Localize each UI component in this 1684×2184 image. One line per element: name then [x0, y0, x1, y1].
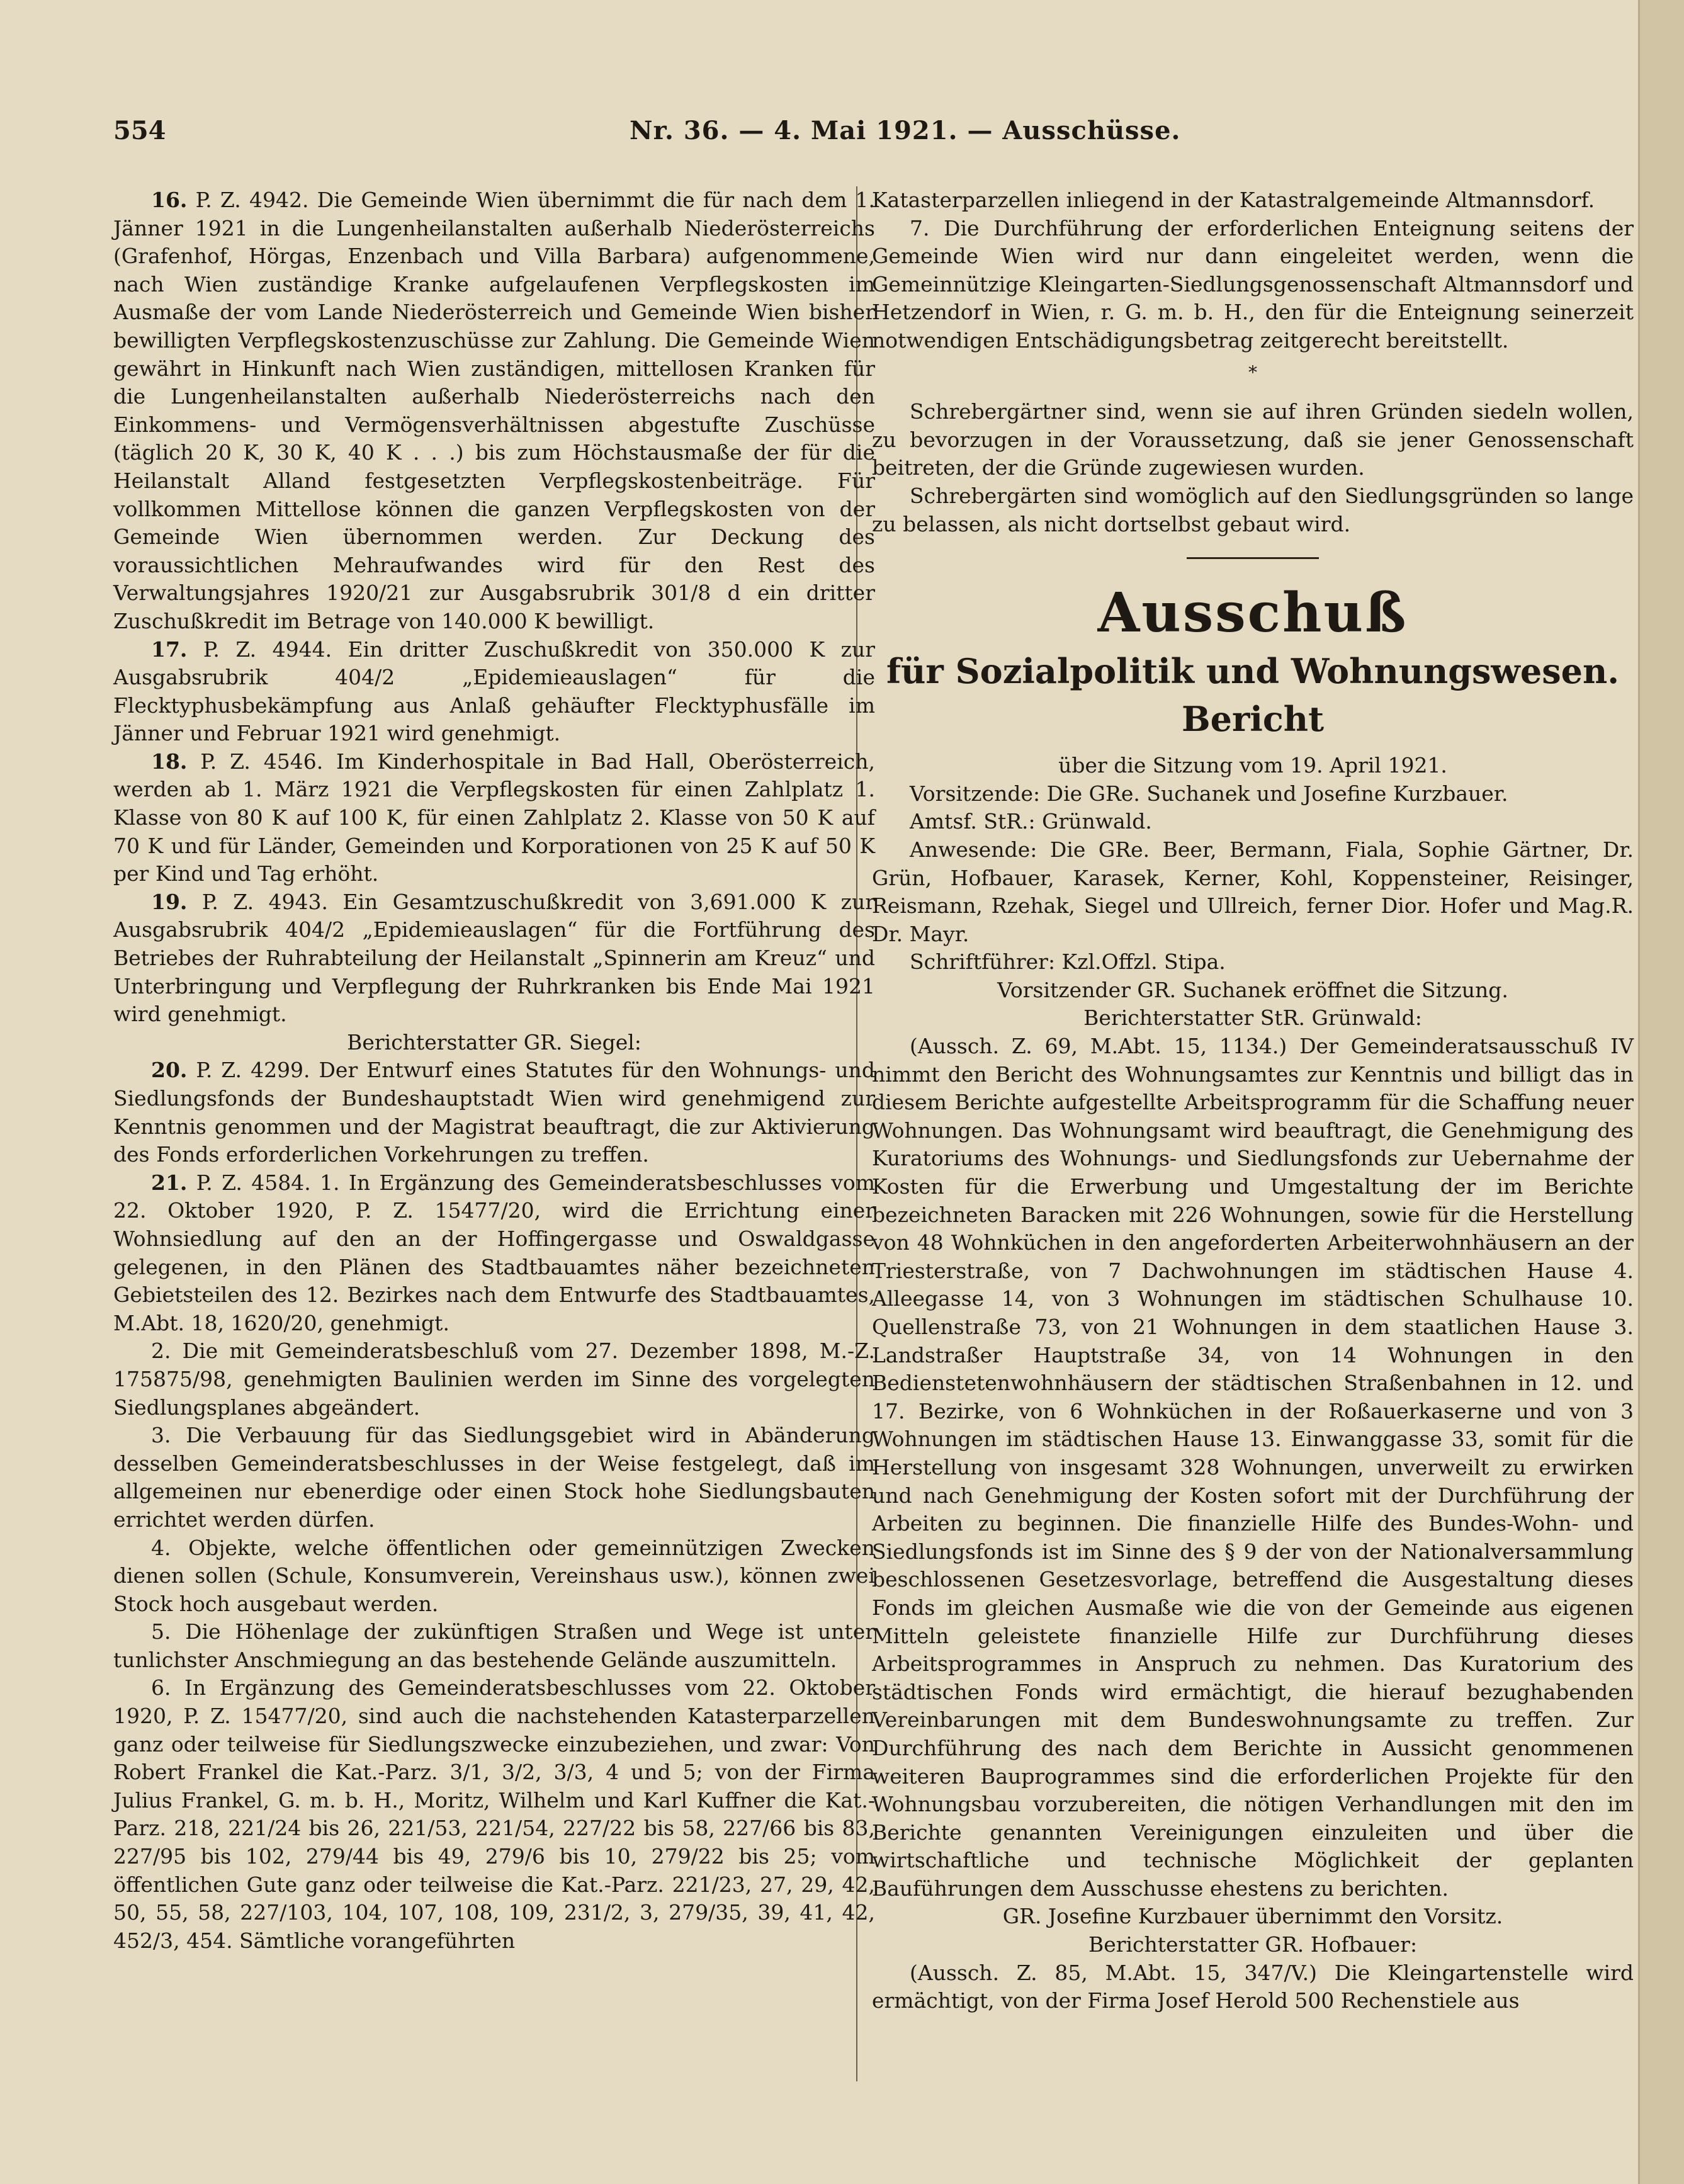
- item-number: 17.: [151, 637, 188, 662]
- report-1-paragraph: (Aussch. Z. 69, M.Abt. 15, 1134.) Der Gemeinderatsausschuß IV nimmt den Bericht des Wohnungsamtes zur Kenntnis und billigt das in diesem Berichte aufgestellte Arbeitsprogramm für die Schaffung neuer Wohnungen. Das Wohnungsamt wird beauftragt, die Genehmigung des Kuratoriums des Wohnungs- und Siedlungsfonds zur Uebernahme der Kosten für die Erwerbung und Umgestaltung der im Berichte bezeichneten Baracken mit 226 Wohnungen, sowie für die Herstellung von 48 Wohnküchen in den angeforderten Arbeiterwohnhäusern an der Triesterstraße, von 7 Dachwohnungen im städtischen Hause 4. Alleegasse 14, von 3 Wohnungen im städtischen Schulhause 10. Quellenstraße 73, von 21 Wohnungen in dem staatlichen Hause 3. Landstraßer Hauptstraße 34, von 14 Wohnungen in den Bedienstetenwohnhäusern der städtischen Straßenbahnen in 12. und 17. Bezirke, von 6 Wohnküchen in der Roßauerkaserne und von 3 Wohnungen im städtischen Hause 13. Einwanggasse 33, somit für die Herstellung von insgesamt 328 Wohnungen, unverweilt zu erwirken und nach Genehmigung der Kosten sofort mit der Durchführung der Arbeiten zu beginnen. Die finanzielle Hilfe des Bundes-Wohn- und Siedlungsfonds ist im Sinne des § 9 der von der Nationalversammlung beschlossenen Gesetzesvorlage, betreffend die Ausgestaltung dieses Fonds im gleichen Ausmaße wie die von der Gemeinde aus eigenen Mitteln geleistete finanzielle Hilfe zur Durchführung dieses Arbeitsprogrammes in Anspruch zu nehmen. Das Kuratorium des städtischen Fonds wird ermächtigt, die hierauf bezughabenden Vereinbarungen mit dem Bundeswohnungsamte zu treffen. Zur Durchführung des nach dem Berichte in Aussicht genommenen weiteren Bauprogrammes sind die erforderlichen Projekte für den Wohnungsbau vorzubereiten, die nötigen Verhandlungen mit den im Berichte genannten Vereinigungen einzuleiten und über die wirtschaftliche und technische Möglichkeit der geplanten Bauführungen dem Ausschusse ehestens zu berichten.: [872, 1034, 1634, 1901]
- item-text: 3. Die Verbauung für das Siedlungsgebiet wird in Abänderung desselben Gemeinderatsbeschlusses in der Weise festgelegt, daß im allgemeinen nur ebenerdige oder einen Stock hohe Siedlungsbauten errichtet werden dürfen.: [113, 1423, 875, 1532]
- item-number: 19.: [151, 889, 188, 914]
- reporter-heading-2: Berichterstatter GR. Hofbauer:: [1088, 1932, 1418, 1957]
- left-column: [113, 186, 875, 1955]
- schreber-note-1: Schrebergärtner sind, wenn sie auf ihren Gründen siedeln wollen, zu bevorzugen in der Voraussetzung, daß sie jener Genossenschaft beitreten, der die Gründe zugewiesen wurden.: [872, 399, 1634, 480]
- session-date: über die Sitzung vom 19. April 1921.: [1058, 753, 1447, 778]
- item-number: 18.: [151, 749, 188, 774]
- reporter-heading: Berichterstatter GR. Siegel:: [347, 1029, 641, 1055]
- schreber-note-2: Schrebergärten sind womöglich auf den Siedlungsgründen so lange zu belassen, als nicht dortselbst gebaut wird.: [872, 483, 1634, 536]
- section-kind: Bericht: [1181, 699, 1325, 740]
- opening-line: Vorsitzender GR. Suchanek eröffnet die Sitzung.: [997, 977, 1508, 1002]
- agenda-item: [113, 1618, 875, 1674]
- chair-line: Vorsitzende: Die GRe. Suchanek und Josefine Kurzbauer.: [910, 781, 1508, 806]
- item-text: 4. Objekte, welche öffentlichen oder gemeinnützigen Zwecken dienen sollen (Schule, Konsumverein, Vereinshaus usw.), können zwei Stock hoch ausgebaut werden.: [113, 1535, 875, 1616]
- item-text: 6. In Ergänzung des Gemeinderatsbeschlusses vom 22. Oktober 1920, P. Z. 15477/20, sind auch die nachstehenden Katasterparzellen ganz oder teilweise für Siedlungszwecke einzubeziehen, und zwar: Von Robert Frankel die Kat.-Parz. 3/1, 3/2, 3/3, 4 und 5; von der Firma Julius Frankel, G. m. b. H., Moritz, Wilhelm und Karl Kuffner die Kat.-Parz. 218, 221/24 bis 26, 221/53, 221/54, 227/22 bis 58, 227/66 bis 83, 227/95 bis 102, 279/44 bis 49, 279/6 bis 10, 279/22 bis 25; vom öffentlichen Gute ganz oder teilweise die Kat.-Parz. 221/23, 27, 29, 42, 50, 55, 58, 227/103, 104, 107, 108, 109, 231/2, 3, 279/35, 39, 41, 42, 452/3, 454. Sämtliche vorangeführten: [113, 1675, 875, 1953]
- item-text: P. Z. 4299. Der Entwurf eines Statutes für den Wohnungs- und Siedlungsfonds der Bundeshauptstadt Wien wird genehmigend zur Kenntnis genommen und der Magistrat beauftragt, die zur Aktivierung des Fonds erforderlichen Vorkehrungen zu treffen.: [113, 1058, 875, 1167]
- item-number: 20.: [151, 1058, 188, 1083]
- report-2-paragraph: (Aussch. Z. 85, M.Abt. 15, 347/V.) Die Kleingartenstelle wird ermächtigt, von der Firma Josef Herold 500 Rechenstiele aus: [872, 1960, 1634, 2013]
- agenda-item: [113, 186, 875, 636]
- agenda-item: [113, 1534, 875, 1619]
- agenda-item: [113, 1422, 875, 1534]
- page-header: [113, 107, 1593, 151]
- secretary-line: Schriftführer: Kzl.Offzl. Stipa.: [910, 949, 1226, 975]
- agenda-item: [113, 1056, 875, 1168]
- item-7-paragraph: 7. Die Durchführung der erforderlichen Enteignung seitens der Gemeinde Wien wird nur dann eingeleitet werden, wenn die Gemeinnützige Kleingarten-Siedlungsgenossenschaft Altmannsdorf und Hetzendorf in Wien, r. G. m. b. H., den für die Enteignung seinerzeit notwendigen Entschädigungsbetrag zeitgerecht bereitstellt.: [872, 215, 1634, 353]
- right-column: [872, 186, 1634, 2015]
- item-text: P. Z. 4546. Im Kinderhospitale in Bad Hall, Oberösterreich, werden ab 1. März 1921 die Verpflegskosten für einen Zahlplatz 1. Klasse von 80 K auf 100 K, für einen Zahlplatz 2. Klasse von 50 K auf 70 K und für Länder, Gemeinden und Korporationen von 25 K auf 50 K per Kind und Tag erhöht.: [113, 749, 875, 886]
- agenda-item: [113, 636, 875, 748]
- agenda-item: [113, 748, 875, 888]
- agenda-item: [113, 1337, 875, 1422]
- official-line: Amtsf. StR.: Grünwald.: [910, 809, 1152, 834]
- page-number: 554: [113, 116, 166, 145]
- section-subtitle: für Sozialpolitik und Wohnungswesen.: [886, 651, 1620, 692]
- agenda-item: [113, 1169, 875, 1338]
- item-number: 21.: [151, 1170, 188, 1195]
- item-text: P. Z. 4584. 1. In Ergänzung des Gemeinderatsbeschlusses vom 22. Oktober 1920, P. Z. 15477/20, wird die Errichtung einer Wohnsiedlung auf den an der Hoffingergasse und Oswaldgasse gelegenen, in den Plänen des Stadtbauamtes näher bezeichneten Gebietsteilen des 12. Bezirkes nach dem Entwurfe des Stadtbauamtes, M.Abt. 18, 1620/20, genehmigt.: [113, 1170, 875, 1335]
- agenda-item: [113, 888, 875, 1029]
- attendees-line: Anwesende: Die GRe. Beer, Bermann, Fiala, Sophie Gärtner, Dr. Grün, Hofbauer, Karasek, Kerner, Kohl, Koppensteiner, Reisinger, Reismann, Rzehak, Siegel und Ullreich, ferner Dior. Hofer und Mag.R. Dr. Mayr.: [872, 837, 1634, 946]
- item-text: 5. Die Höhenlage der zukünftigen Straßen und Wege ist unter tunlichster Anschmiegung an das bestehende Gelände auszumitteln.: [113, 1619, 875, 1672]
- chair-change-line: GR. Josefine Kurzbauer übernimmt den Vorsitz.: [1002, 1904, 1503, 1929]
- running-title: Nr. 36. — 4. Mai 1921. — Ausschüsse.: [630, 116, 1181, 145]
- page-edge: [1638, 0, 1684, 2184]
- item-text: P. Z. 4943. Ein Gesamtzuschußkredit von 3,691.000 K zur Ausgabsrubrik 404/2 „Epidemieauslagen“ für die Fortführung des Betriebes der Ruhrabteilung der Heilanstalt „Spinnerin am Kreuz“ und Unterbringung und Verpflegung der Ruhrkranken bis Ende Mai 1921 wird genehmigt.: [113, 889, 875, 1027]
- reporter-heading-1: Berichterstatter StR. Grünwald:: [1083, 1005, 1422, 1031]
- section-rule: [1187, 557, 1319, 559]
- separator-asterisk: *: [1248, 361, 1257, 383]
- item-text: P. Z. 4944. Ein dritter Zuschußkredit von 350.000 K zur Ausgabsrubrik 404/2 „Epidemieauslagen“ für die Flecktyphusbekämpfung aus Anlaß gehäufter Flecktyphusfälle im Jänner und Februar 1921 wird genehmigt.: [113, 637, 875, 746]
- section-title: Ausschuß: [1097, 581, 1408, 645]
- item-text: P. Z. 4942. Die Gemeinde Wien übernimmt die für nach dem 1. Jänner 1921 in die Lungenheilanstalten außerhalb Niederösterreichs (Grafenhof, Hörgas, Enzenbach und Villa Barbara) aufgenommene, nach Wien zuständige Kranke aufgelaufenen Verpflegskosten im Ausmaße der vom Lande Niederösterreich und Gemeinde Wien bisher bewilligten Verpflegskostenzuschüsse zur Zahlung. Die Gemeinde Wien gewährt in Hinkunft nach Wien zuständigen, mittellosen Kranken für die Lungenheilanstalten außerhalb Niederösterreichs nach den Einkommens- und Vermögensverhältnissen abgestufte Zuschüsse (täglich 20 K, 30 K, 40 K . . .) bis zum Höchstausmaße der für die Heilanstalt Alland festgesetzten Verpflegskostenbeiträge. Für vollkommen Mittellose können die ganzen Verpflegskosten von der Gemeinde Wien übernommen werden. Zur Deckung des voraussichtlichen Mehraufwandes wird für den Rest des Verwaltungsjahres 1920/21 zur Ausgabsrubrik 301/8 d ein dritter Zuschußkredit im Betrage von 140.000 K bewilligt.: [113, 188, 875, 633]
- item-text: 2. Die mit Gemeinderatsbeschluß vom 27. Dezember 1898, M.-Z. 175875/98, genehmigten Baulinien werden im Sinne des vorgelegten Siedlungsplanes abgeändert.: [113, 1338, 875, 1420]
- agenda-item: [113, 1674, 875, 1955]
- continuation-paragraph: Katasterparzellen inliegend in der Katastralgemeinde Altmannsdorf.: [872, 188, 1595, 212]
- item-number: 16.: [151, 188, 188, 212]
